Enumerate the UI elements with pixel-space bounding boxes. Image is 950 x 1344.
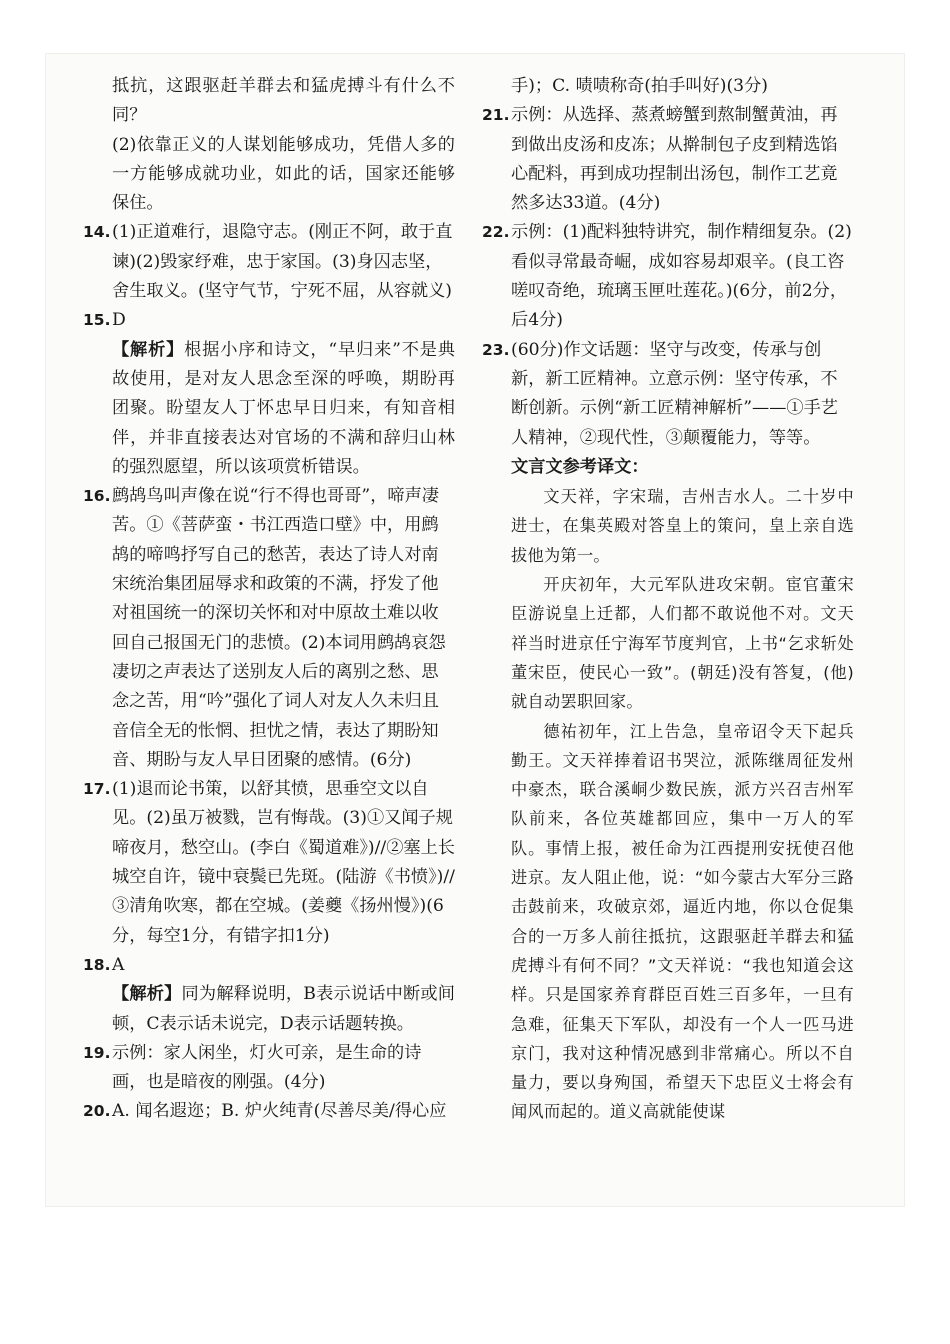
answer-16 (83, 482, 455, 775)
translation-paragraph: 德祐初年，江上告急，皇帝诏令天下起兵勤王。文天祥捧着诏书哭泣，派陈继周征发州中豪杰，联合溪峒少数民族，派方兴召吉州军队前来，各位英雄都回应，集中一万人的军队。事情上报，被任命为江西提刑安抚使召他进京。友人阻止他，说：“如今蒙古大军分三路击鼓前来，攻破京郊，逼近内地，你以仓促集合的一万多人前往抵抗，这跟驱赶羊群去和猛虎搏斗有何不同？”文天祥说：“我也知道会这样。只是国家养育群臣百姓三百多年，一旦有急难，征集天下军队，却没有一个人一匹马进京门，我对这种情况感到非常痛心。所以不自量力，要以身殉国，希望天下忠臣义士将会有闻风而起的。道义高就能使谋 (511, 721, 854, 1122)
analysis-18 (83, 980, 455, 1039)
answer-text: 示例：从选择、蒸煮螃蟹到熬制蟹黄油，再到做出皮汤和皮冻；从擀制包子皮到精选馅心配料，再到成功捏制出汤包，制作工艺竟然多达33道。(4分) (511, 105, 838, 214)
translation-paragraph: 文天祥，字宋瑞，吉州吉水人。二十岁中进士，在集英殿对答皇上的策问，皇上亲自选拔他为第一。 (511, 487, 854, 565)
question-number: 15. (83, 311, 111, 330)
answer-text: 鹧鸪鸟叫声像在说“行不得也哥哥”，啼声凄苦。①《菩萨蛮・书江西造口壁》中，用鹧鸪的啼鸣抒写自己的愁苦，表达了诗人对南宋统治集团屈辱求和政策的不满，抒发了他对祖国统一的深切关怀和对中原故土难以收回自己报国无门的悲愤。(2)本词用鹧鸪哀怨凄切之声表达了送别友人后的离别之愁、思念之苦，用“吟”强化了词人对友人久未归且音信全无的怅惘、担忧之情，表达了期盼知音、期盼与友人早日团聚的感情。(6分) (112, 486, 446, 770)
answer-22 (482, 218, 854, 335)
answer-text: (60分)作文话题：坚守与改变，传承与创新，新工匠精神。立意示例：坚守传承，不断创新。示例“新工匠精神解析”——①手艺人精神，②现代性，③颠覆能力，等等。 (511, 339, 838, 448)
question-number: 21. (482, 106, 510, 125)
right-column (482, 72, 854, 1127)
answer-text: 示例：(1)配料独特讲究，制作精细复杂。(2)看似寻常最奇崛，成如容易却艰辛。(良工咨嗟叹奇绝，琉璃玉匣吐莲花。)(6分，前2分，后4分) (511, 222, 852, 331)
answer-text: (1)正道难行，退隐守志。(刚正不阿，敢于直谏)(2)毁家纾难，忠于家国。(3)身囚志坚，舍生取义。(坚守气节，宁死不屈，从容就义) (112, 222, 453, 302)
analysis-15 (83, 336, 455, 482)
answer-20-continuation: 手)；C. 啧啧称奇(拍手叫好)(3分) (511, 76, 768, 96)
analysis-tag: 【解析】 (112, 339, 185, 360)
analysis-text: 同为解释说明，B表示说话中断或间顿，C表示话未说完，D表示话题转换。 (112, 984, 455, 1034)
translation-heading: 文言文参考译文： (511, 456, 649, 477)
question-number: 22. (482, 223, 510, 242)
analysis-tag: 【解析】 (112, 984, 182, 1005)
answer-text: A. 闻名遐迩；B. 炉火纯青(尽善尽美/得心应 (112, 1101, 447, 1122)
answer-14 (83, 218, 455, 306)
question-number: 16. (83, 487, 111, 506)
question-number: 14. (83, 223, 111, 242)
answer-17 (83, 775, 455, 951)
answer-19 (83, 1039, 455, 1098)
answer-18 (83, 951, 455, 980)
question-number: 17. (83, 780, 111, 799)
answer-13-continuation: 抵抗，这跟驱赶羊群去和猛虎搏斗有什么不同？ (112, 76, 455, 126)
answer-13-part-2: (2)依靠正义的人谋划能够成功，凭借人多的一方能够成就功业，如此的话，国家还能够保住。 (112, 134, 455, 214)
answer-15 (83, 306, 455, 335)
left-column (83, 72, 455, 1127)
answer-text: A (112, 954, 125, 975)
answer-21 (482, 101, 854, 218)
question-number: 23. (482, 340, 510, 359)
analysis-text: 根据小序和诗文，“早归来”不是典故使用，是对友人思念至深的呼唤，期盼再团聚。盼望友人丁怀忠早日归来，有知音相伴，并非直接表达对官场的不满和辞归山林的强烈愿望，所以该项赏析错误。 (112, 339, 455, 477)
question-number: 18. (83, 955, 111, 974)
answer-text: 示例：家人闲坐，灯火可亲，是生命的诗画，也是暗夜的刚强。(4分) (112, 1042, 422, 1093)
answer-text: D (112, 310, 126, 331)
answer-23 (482, 336, 854, 453)
question-number: 19. (83, 1043, 111, 1062)
question-number: 20. (83, 1102, 111, 1121)
translation-paragraph: 开庆初年，大元军队进攻宋朝。宦官董宋臣游说皇上迁都，人们都不敢说他不对。文天祥当时进京任宁海军节度判官，上书“乞求斩处董宋臣，使民心一致”。(朝廷)没有答复，(他)就自动罢职回家。 (511, 575, 854, 712)
answer-20 (83, 1097, 455, 1126)
answer-text: (1)退而论书策，以舒其愤，思垂空文以自见。(2)虽万被戮，岂有悔哉。(3)①又闻子规啼夜月，愁空山。(李白《蜀道难》)//②塞上长城空自许，镜中衰鬓已先斑。(陆游《书愤》)//③清角吹寒，都在空城。(姜夔《扬州慢》)(6分，每空1分，有错字扣1分) (112, 779, 455, 946)
